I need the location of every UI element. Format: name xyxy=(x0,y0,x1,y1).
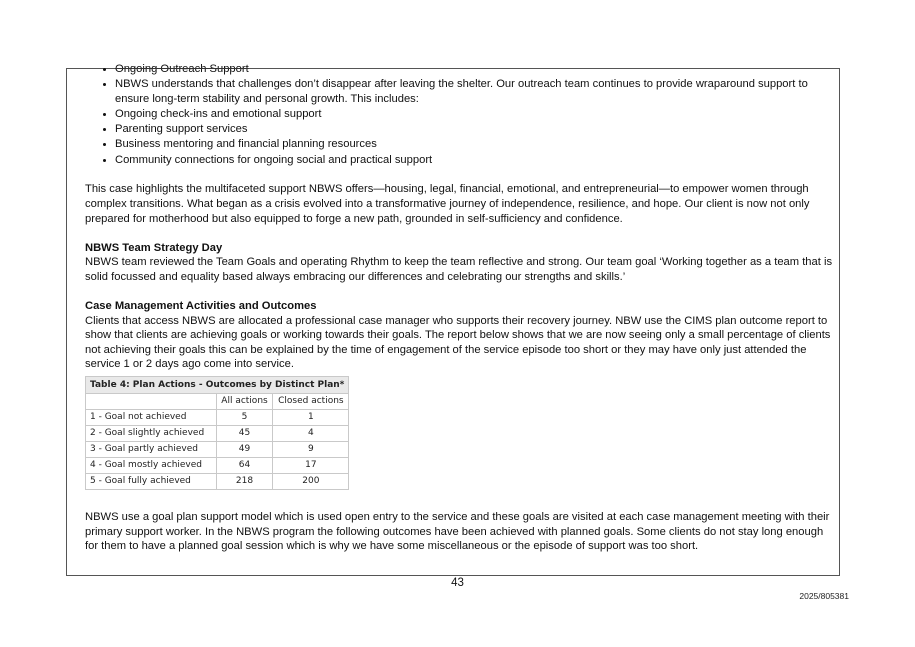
outreach-bullet-list xyxy=(85,62,833,167)
page-number: 43 xyxy=(451,577,464,589)
table-cell: 9 xyxy=(273,442,349,458)
list-item: • Parenting support services xyxy=(115,122,833,137)
table-header-cell: Closed actions xyxy=(273,394,349,410)
table-header-row xyxy=(86,394,349,410)
strategy-body: NBWS team reviewed the Team Goals and operating Rhythm to keep the team reflective and strong. Our team goal ‘Working together as a team that is solid focussed and equality based always embracing our differences and celebrating our strengths and skills.’ xyxy=(85,256,833,283)
table-row xyxy=(86,426,349,442)
table-cell: 45 xyxy=(216,426,273,442)
list-item: • Ongoing Outreach Support xyxy=(115,62,833,77)
table-cell: 1 xyxy=(273,410,349,426)
list-item: • Business mentoring and financial planning resources xyxy=(115,137,833,152)
summary-paragraph: This case highlights the multifaceted support NBWS offers—housing, legal, financial, emotional, and entrepreneurial—to empower women through complex transitions. What began as a crisis evolved into a transformative journey of independence, resilience, and hope. Our client is now not only prepared for motherhood but also equipped to forge a new path, grounded in self-sufficiency and confidence. xyxy=(85,183,810,225)
table-cell: 1 - Goal not achieved xyxy=(86,410,217,426)
table-header-cell: All actions xyxy=(216,394,273,410)
table-cell: 200 xyxy=(273,474,349,490)
list-item: • Community connections for ongoing social and practical support xyxy=(115,153,833,168)
table-header-cell xyxy=(86,394,217,410)
table-row xyxy=(86,410,349,426)
table-row xyxy=(86,458,349,474)
table-cell: 3 - Goal partly achieved xyxy=(86,442,217,458)
table-cell: 4 - Goal mostly achieved xyxy=(86,458,217,474)
table-cell: 5 - Goal fully achieved xyxy=(86,474,217,490)
table-cell: 218 xyxy=(216,474,273,490)
list-item: • Ongoing check-ins and emotional support xyxy=(115,107,833,122)
table-cell: 5 xyxy=(216,410,273,426)
strategy-heading: NBWS Team Strategy Day xyxy=(85,241,223,254)
document-reference: 2025/805381 xyxy=(799,591,849,601)
list-item: • NBWS understands that challenges don’t disappear after leaving the shelter. Our outreach team continues to provide wraparound support to ensure long-term stability and personal growth. This includes: xyxy=(115,77,833,106)
table-title: Table 4: Plan Actions - Outcomes by Distinct Plan* xyxy=(86,377,349,394)
table-cell: 17 xyxy=(273,458,349,474)
table-cell: 2 - Goal slightly achieved xyxy=(86,426,217,442)
plan-outcomes-table xyxy=(85,376,349,490)
case-management-heading: Case Management Activities and Outcomes xyxy=(85,300,317,313)
table-row xyxy=(86,474,349,490)
table-cell: 49 xyxy=(216,442,273,458)
page-content xyxy=(85,62,833,554)
closing-paragraph: NBWS use a goal plan support model which is used open entry to the service and these goals are visited at each case management meeting with their primary support worker. In the NBWS program the following outcomes have been achieved with planned goals. Some clients do not stay long enough for them to have a planned goal session which is why we have some miscellaneous or the episode of support was too short. xyxy=(85,511,830,553)
table-row xyxy=(86,442,349,458)
case-management-body: Clients that access NBWS are allocated a professional case manager who supports their recovery journey. NBW use the CIMS plan outcome report to show that clients are achieving goals or working towards their goals. The report below shows that we are now seeing only a small percentage of clients not achieving their goals this can be explained by the time of engagement of the service episode too short or they may have only just attended the service 1 or 2 days ago come into service. xyxy=(85,314,831,371)
table-cell: 4 xyxy=(273,426,349,442)
table-cell: 64 xyxy=(216,458,273,474)
